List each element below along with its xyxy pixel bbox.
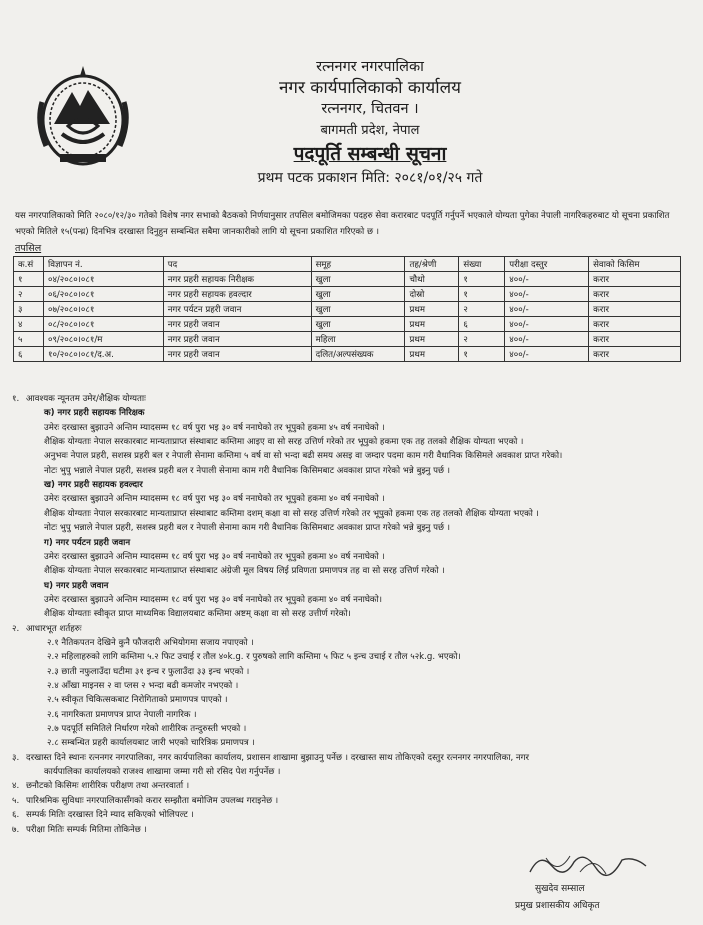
table-cell: ४००/-: [505, 332, 589, 347]
table-cell: करार: [589, 317, 681, 332]
requirement-line: २.८ सम्बन्धित प्रहरी कार्यालयबाट जारी भएको चारित्रिक प्रमाणपत्र ।: [47, 738, 255, 749]
table-header-cell: पद: [163, 257, 311, 272]
table-cell: करार: [589, 347, 681, 362]
requirement-line: शैक्षिक योग्यताः नेपाल सरकारबाट मान्यताप्राप्त संस्थाबाट अंग्रेजी मूल विषय लिई प्रविणता प्रमाणपत्र तह वा सो सरह उत्तिर्ण गरेको ।: [44, 566, 445, 577]
table-cell: खुला: [311, 272, 405, 287]
table-cell: करार: [589, 287, 681, 302]
requirement-line: सम्पर्क मितिः दरखास्त दिने म्याद सकिएको भोलिपल्ट ।: [26, 810, 194, 821]
table-cell: नगर प्रहरी जवान: [163, 317, 311, 332]
table-header-cell: तह/श्रेणी: [405, 257, 459, 272]
post-heading: घ) नगर प्रहरी जवान: [44, 580, 109, 591]
table-cell: ४००/-: [505, 347, 589, 362]
table-row: [14, 332, 681, 347]
table-cell: नगर प्रहरी सहायक हवल्दार: [163, 287, 311, 302]
requirement-line: २.२ महिलाहरुको लागि कम्तिमा ५.२ फिट उचाई र तौल ४०k.g. र पुरुषको लागि कम्तिमा ५ फिट ५ इन्च उचाई र तौल ५२k.g. भएको।: [47, 652, 461, 663]
office-name: नगर कार्यपालिकाको कार्यालय: [278, 78, 462, 98]
office-header: [150, 58, 590, 189]
signature-icon: [510, 848, 660, 880]
table-cell: १: [459, 287, 505, 302]
table-cell: ६: [14, 347, 44, 362]
table-row: [14, 347, 681, 362]
table-cell: ४००/-: [505, 272, 589, 287]
table-cell: नगर प्रहरी जवान: [163, 332, 311, 347]
table-cell: १: [459, 347, 505, 362]
province-name: बागमती प्रदेश, नेपाल: [320, 123, 420, 138]
table-cell: ६: [459, 317, 505, 332]
table-cell: खुला: [311, 302, 405, 317]
table-cell: २: [459, 332, 505, 347]
table-cell: चौथो: [405, 272, 459, 287]
table-row: [14, 302, 681, 317]
requirement-line: शैक्षिक योग्यताः नेपाल सरकारबाट मान्यताप्राप्त संस्थाबाट कम्तिमा दशम् कक्षा वा सो सरह उत्तिर्ण गरेको तर भूपुको हकमा एक तह तलको शैक्षिक योग्यता भएको ।: [44, 508, 539, 519]
table-row: [14, 317, 681, 332]
requirement-line: उमेरः दरखास्त बुझाउने अन्तिम म्यादसम्म १८ वर्ष पुरा भइ ३० वर्ष ननाघेको तर भूपुको हकमा ४० वर्ष ननाघेको।: [44, 594, 383, 605]
vacancy-table: [13, 256, 681, 362]
table-cell: १०/२०८०।०८१/द.अ.: [43, 347, 163, 362]
table-cell: नगर प्रहरी जवान: [163, 347, 311, 362]
table-cell: ४००/-: [505, 317, 589, 332]
requirement-line: शैक्षिक योग्यताः स्वीकृत प्राप्त माध्यमिक विद्यालयबाट कम्तिमा अष्टम् कक्षा वा सो सरह उत्तीर्ण गरेको।: [44, 609, 351, 620]
table-cell: नगर पर्यटन प्रहरी जवान: [163, 302, 311, 317]
section-number: ४.: [12, 781, 20, 792]
table-header-cell: क.सं: [14, 257, 44, 272]
table-cell: खुला: [311, 287, 405, 302]
requirement-line: २.१ नैतिकपतन देखिने कुनै फौजदारी अभियोगमा सजाय नपाएको ।: [47, 637, 254, 648]
table-cell: ५: [14, 332, 44, 347]
office-location: रत्ननगर, चितवन ।: [321, 101, 419, 117]
section-number: ५.: [12, 795, 20, 806]
requirement-line: नोटः भुपु भन्नाले नेपाल प्रहरी, सशस्त्र प्रहरी बल र नेपाली सेनामा काम गरी वैधानिक किसिमबाट अवकाश प्राप्त गरेको भन्ने बुझ्नु पर्छ ।: [44, 523, 451, 534]
table-cell: ०९/२०८०।०८१/म: [43, 332, 163, 347]
section-number: २.: [12, 623, 20, 634]
table-cell: दलित/अल्पसंख्यक: [311, 347, 405, 362]
table-header-cell: परीक्षा दस्तुर: [505, 257, 589, 272]
section-number: ३.: [12, 752, 20, 763]
nepal-emblem-icon: [32, 62, 134, 172]
post-heading: ख) नगर प्रहरी सहायक हवल्दार: [44, 480, 143, 491]
table-row: [14, 287, 681, 302]
requirement-line: पारिश्रमिक सुविधाः नगरपालिकासँगको करार सम्झौता बमोजिम उपलब्ध गराइनेछ ।: [26, 795, 279, 806]
requirement-line: दरखास्त दिने स्थानः रत्ननगर नगरपालिका, नगर कार्यपालिका कार्यालय, प्रशासन शाखामा बुझाउनु पर्नेछ । दरखास्त साथ तोकिएको दस्तुर रत्ननगर नगरपालिका, नगर: [26, 752, 530, 763]
requirement-line: छनौटको किसिमः शारीरिक परीक्षण तथा अन्तरवार्ता ।: [26, 781, 190, 792]
intro-paragraph: यस नगरपालिकाको मिति २०८०/१२/३० गतेको विशेष नगर सभाको बैठकको निर्णयानुसार तपसिल बमोजिमका पदहरु सेवा करारबाट पदपूर्ति गर्नुपर्ने भएकाले योग्यता पुगेका नेपाली नागरिकहरुबाट यो सूचना प्रकाशित भएको मितिले १५(पन्ध्र) दिनभित्र दरखास्त दिनुहुन सम्बन्धित सबैमा जानकारीको लागि यो सूचना प्रकाशित गरिएको छ ।: [15, 211, 670, 237]
table-header-row: [14, 257, 681, 272]
table-header-cell: सेवाको किसिम: [589, 257, 681, 272]
table-cell: १: [459, 272, 505, 287]
requirement-line: उमेरः दरखास्त बुझाउने अन्तिम म्यादसम्म १८ वर्ष पुरा भइ ३० वर्ष ननाघेको तर भूपुको हकमा ४० वर्ष ननाघेको ।: [44, 494, 385, 505]
table-cell: ४००/-: [505, 302, 589, 317]
table-cell: प्रथम: [405, 317, 459, 332]
table-header-cell: संख्या: [459, 257, 505, 272]
table-cell: ०४/२०८०।०८१: [43, 272, 163, 287]
signatory-title: प्रमुख प्रशासकीय अधिकृत: [515, 901, 600, 911]
table-cell: प्रथम: [405, 302, 459, 317]
publish-date: प्रथम पटक प्रकाशन मिति: २०८१/०१/२५ गते: [257, 170, 483, 186]
table-cell: ०७/२०८०।०८१: [43, 302, 163, 317]
table-cell: प्रथम: [405, 347, 459, 362]
municipality-name: रत्ननगर नगरपालिका: [316, 59, 424, 75]
requirement-line: परीक्षा मितिः सम्पर्क मितिमा तोकिनेछ ।: [26, 824, 147, 835]
post-heading: ग) नगर पर्यटन प्रहरी जवान: [44, 537, 131, 548]
requirement-line: कार्यपालिका कार्यालयको राजश्व शाखामा जम्मा गरी सो रसिद पेश गर्नुपर्नेछ ।: [44, 767, 281, 778]
table-cell: ४: [14, 317, 44, 332]
table-cell: ०६/२०८०।०८१: [43, 287, 163, 302]
requirement-line: उमेरः दरखास्त बुझाउने अन्तिम म्यादसम्म १८ वर्ष पुरा भइ ३० वर्ष ननाघेको तर भूपुको हकमा ४५ वर्ष ननाघेको ।: [44, 422, 385, 433]
signatory-name: सुखदेव सम्साल: [535, 884, 585, 894]
requirement-line: अनुभवः नेपाल प्रहरी, सशस्त्र प्रहरी बल र नेपाली सेनामा कम्तिमा ५ वर्ष वा सो भन्दा बढी समय असइ वा जम्दार पदमा काम गरी वैधानिक किसिमले अवकाश प्राप्त गरेको।: [44, 451, 563, 462]
table-cell: नगर प्रहरी सहायक निरीक्षक: [163, 272, 311, 287]
table-cell: ४००/-: [505, 287, 589, 302]
requirement-line: उमेरः दरखास्त बुझाउने अन्तिम म्यादसम्म १८ वर्ष पुरा भइ ३० वर्ष ननाघेको तर भूपुको हकमा ४० वर्ष ननाघेको ।: [44, 551, 385, 562]
requirement-line: २.४ आँखा माइनस २ वा प्लस २ भन्दा बढी कमजोर नभएको ।: [47, 681, 239, 691]
table-cell: करार: [589, 302, 681, 317]
requirement-line: २.७ पदपूर्ति समितिले निर्धारण गरेको शारीरिक तन्दुरुस्ती भएको ।: [47, 724, 247, 735]
requirement-line: २.६ नागरिकता प्रमाणपत्र प्राप्त नेपाली नागरिक ।: [47, 709, 197, 720]
table-cell: महिला: [311, 332, 405, 347]
section-number: १.: [12, 394, 20, 404]
table-cell: ३: [14, 302, 44, 317]
requirement-line: २.५ स्वीकृत चिकित्सकबाट निरोगिताको प्रमाणपत्र पाएको ।: [47, 695, 228, 706]
requirement-line: नोटः भुपु भन्नाले नेपाल प्रहरी, सशस्त्र प्रहरी बल र नेपाली सेनामा काम गरी वैधानिक किसिमबाट अवकाश प्राप्त गरेको भन्ने बुझ्नु पर्छ ।: [44, 465, 451, 476]
table-caption: तपसिल: [15, 243, 42, 254]
table-cell: दोस्रो: [405, 287, 459, 302]
requirement-line: २.३ छाती नफुलाउँदा घटीमा ३१ इन्च र फुलाउँदा ३३ इन्च भएको ।: [47, 666, 250, 677]
table-cell: ०८/२०८०।०८१: [43, 317, 163, 332]
table-cell: करार: [589, 272, 681, 287]
requirement-line: शैक्षिक योग्यताः नेपाल सरकारबाट मान्यताप्राप्त संस्थाबाट कम्तिमा आइए वा सो सरह उत्तिर्ण गरेको तर भूपुको हकमा एक तह तलको शैक्षिक योग्यता भएको ।: [44, 437, 524, 448]
table-cell: २: [14, 287, 44, 302]
table-cell: खुला: [311, 317, 405, 332]
section-number: ६.: [12, 810, 20, 821]
table-cell: करार: [589, 332, 681, 347]
table-row: [14, 272, 681, 287]
section-number: ७.: [12, 824, 20, 835]
table-cell: १: [14, 272, 44, 287]
table-header-cell: समूह: [311, 257, 405, 272]
requirement-line: आवश्यक न्यूनतम उमेर/शैक्षिक योग्यताः: [26, 394, 146, 404]
table-cell: प्रथम: [405, 332, 459, 347]
table-header-cell: विज्ञापन नं.: [43, 257, 163, 272]
notice-title: पदपूर्ति सम्बन्धी सूचना: [293, 143, 447, 165]
requirement-line: आधारभूत शर्तहरुः: [26, 623, 82, 634]
post-heading: क) नगर प्रहरी सहायक निरिक्षक: [44, 408, 145, 419]
table-cell: २: [459, 302, 505, 317]
